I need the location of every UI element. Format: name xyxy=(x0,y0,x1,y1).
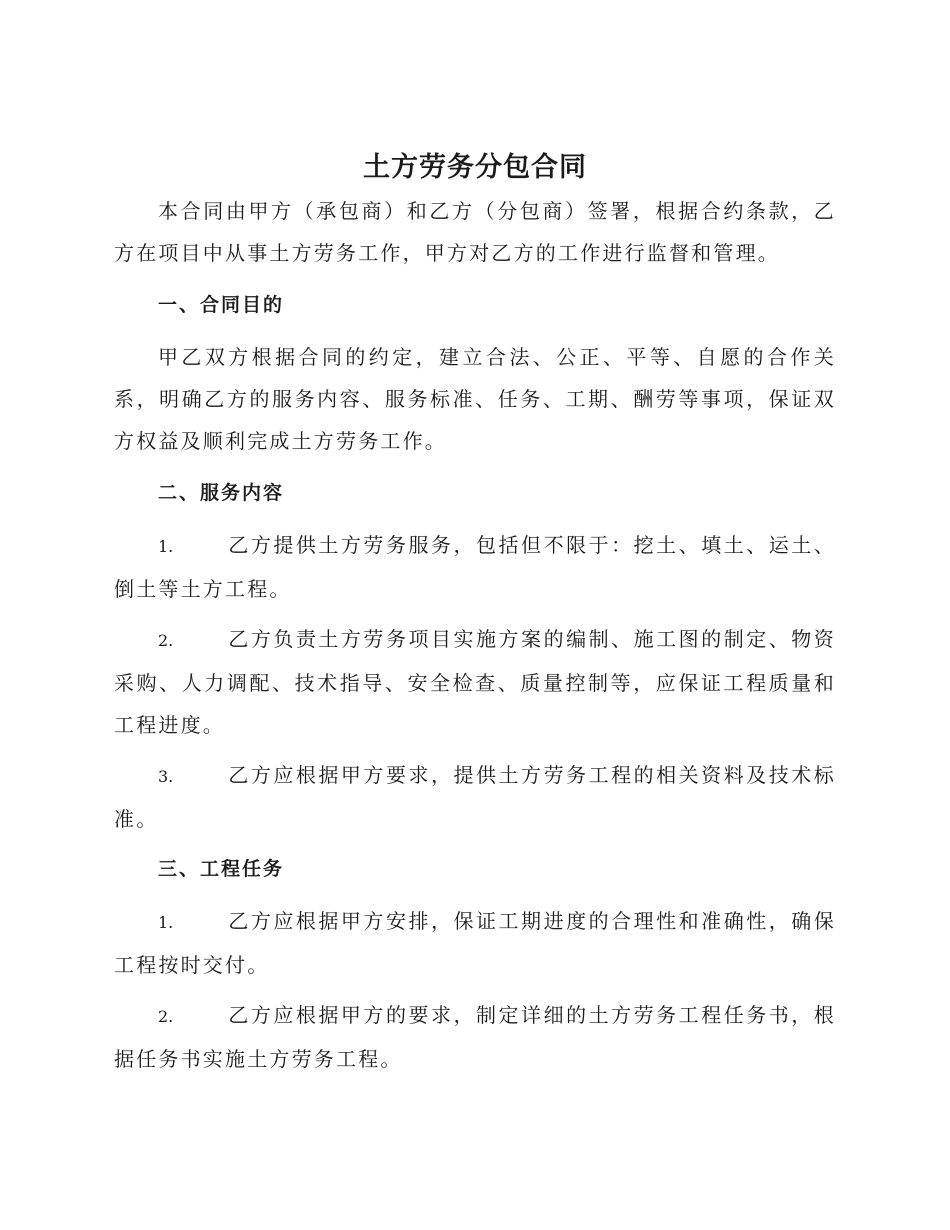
list-item-number: 2. xyxy=(158,1007,174,1026)
list-item-text: 乙方负责土方劳务项目实施方案的编制、施工图的制定、物资采购、人力调配、技术指导、安全检查、质量控制等，应保证工程质量和工程进度。 xyxy=(114,627,836,737)
section-heading-services: 二、服务内容 xyxy=(158,482,285,504)
list-item-number: 3. xyxy=(158,767,174,786)
list-item-text: 乙方应根据甲方要求，提供土方劳务工程的相关资料及技术标准。 xyxy=(114,763,836,831)
list-item-text: 乙方应根据甲方安排，保证工期进度的合理性和准确性，确保工程按时交付。 xyxy=(114,909,836,977)
intro-paragraph: 本合同由甲方（承包商）和乙方（分包商）签署，根据合约条款，乙方在项目中从事土方劳务工作，甲方对乙方的工作进行监督和管理。 xyxy=(114,199,836,265)
section-heading-purpose: 一、合同目的 xyxy=(158,294,285,316)
section-heading-tasks: 三、工程任务 xyxy=(158,858,285,880)
list-item-text: 乙方提供土方劳务服务，包括但不限于：挖土、填土、运土、倒土等土方工程。 xyxy=(114,533,836,601)
list-item xyxy=(114,754,836,840)
document-title: 土方劳务分包合同 xyxy=(363,152,587,183)
list-item xyxy=(114,524,836,610)
list-item-text: 乙方应根据甲方的要求，制定详细的土方劳务工程任务书，根据任务书实施土方劳务工程。 xyxy=(114,1003,836,1071)
list-item xyxy=(114,994,836,1080)
purpose-paragraph: 甲乙双方根据合同的约定，建立合法、公正、平等、自愿的合作关系，明确乙方的服务内容、服务标准、任务、工期、酬劳等事项，保证双方权益及顺利完成土方劳务工作。 xyxy=(114,345,836,453)
list-item-number: 1. xyxy=(158,537,174,556)
list-item-number: 1. xyxy=(158,913,174,932)
list-item xyxy=(114,900,836,986)
list-item-number: 2. xyxy=(158,631,174,650)
list-item xyxy=(114,618,836,746)
